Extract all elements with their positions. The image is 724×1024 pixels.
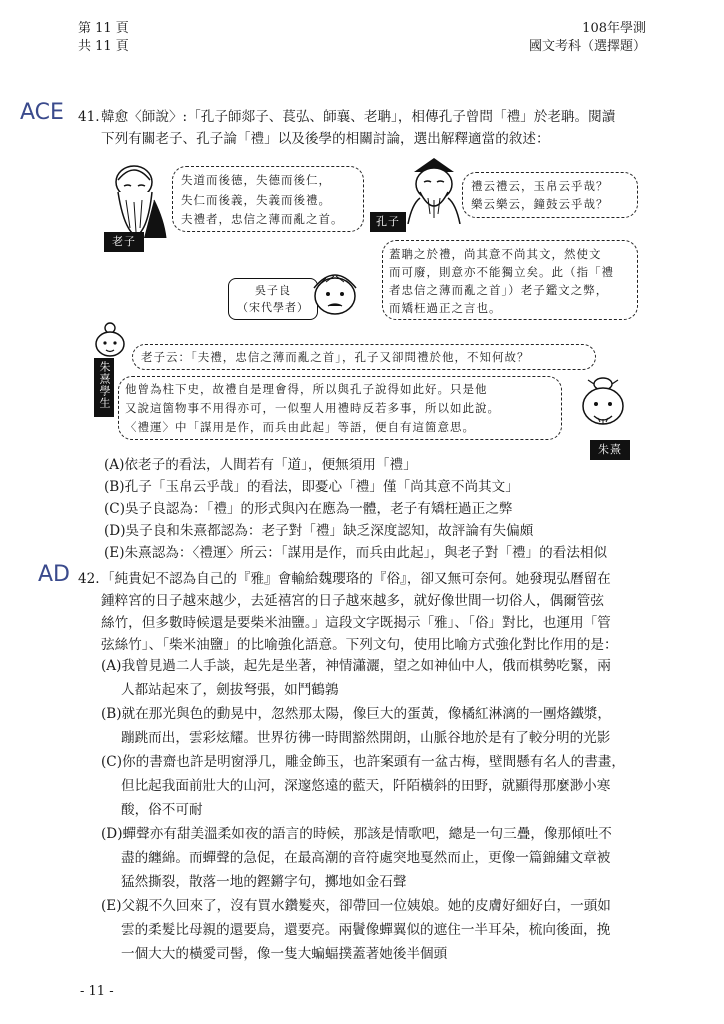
q42-option-c <box>101 750 661 822</box>
laozi-line-1: 失道而後德，失德而後仁， <box>181 173 331 187</box>
total-pages: 共 11 頁 <box>78 39 129 54</box>
wu-ziliang-speech-bubble <box>382 240 638 320</box>
q42-option-e <box>101 894 661 966</box>
q42-option-d <box>101 822 661 894</box>
q42-option-a-line-2: 人都站起來了，劍拔弩張，如鬥鶴鶉 <box>121 682 339 698</box>
wu-line-4: 而矯枉過正之言也。 <box>389 301 502 315</box>
q41-number: 41. <box>78 109 100 125</box>
student-line: 老子云：「夫禮，忠信之薄而亂之首」，孔子又卻問禮於他，不知何故？ <box>141 350 530 364</box>
zhuxi-line-2: 又說這箇物事不用得亦可，一似聖人用禮時反若多事，所以如此說。 <box>125 401 500 415</box>
q42-option-c-label: (C) <box>101 754 123 770</box>
q41-option-d: (D)吳子良和朱熹都認為：老子對「禮」缺乏深度認知，故評論有失偏頗 <box>104 523 534 539</box>
q41-option-b: (B)孔子「玉帛云乎哉」的看法，即憂心「禮」僅「尚其意不尚其文」 <box>104 479 519 495</box>
answer-mark-q42: AD <box>38 562 70 587</box>
q42-option-b-line-1: 就在那光與色的動晃中，忽然那太陽，像巨大的蛋黃，像橘紅淋漓的一團烙鐵漿， <box>121 706 611 722</box>
q42-stem-line-2: 鍾粹宮的日子越來越少，去延禧宮的日子越來越多，就好像世間一切俗人，偶爾管弦 <box>101 593 604 609</box>
zhuxi-student-name: 朱熹學生 <box>98 361 111 409</box>
q42-option-c-line-2: 但比起我面前壯大的山河，深邃悠遠的藍天，阡陌橫斜的田野，就顯得那麼渺小寒 <box>121 778 611 794</box>
q42-number: 42. <box>78 571 100 587</box>
wu-ziliang-note: （宋代學者） <box>237 301 309 314</box>
q42-option-a-line-1: 我曾見過二人手談，起先是坐著，神情瀟灑，望之如神仙中人，俄而棋勢吃緊，兩 <box>121 658 611 674</box>
wu-line-2: 而可廢，則意亦不能獨立矣。此（指「禮 <box>389 265 614 279</box>
q42-option-b-line-2: 蹦跳而出，雲彩炫耀。世界彷彿一時間豁然開朗，山脈谷地於是有了較分明的光影 <box>121 730 611 746</box>
q42-option-d-line-3: 猛然撕裂，散落一地的鏗鏘字句，擲地如金石聲 <box>121 874 407 890</box>
q42-stem-line-3: 絲竹，但多數時候還是要柴米油鹽。」這段文字既揭示「雅」、「俗」對比，也運用「管 <box>101 615 611 631</box>
q42-option-c-line-1: 你的書齋也許是明窗淨几，雕金飾玉，也許案頭有一盆古梅，壁間懸有名人的書畫， <box>122 754 625 770</box>
laozi-speech-bubble <box>172 166 364 232</box>
q41-stem-line1: 韓愈〈師說〉:「孔子師郯子、萇弘、師襄、老聃」，相傳孔子曾問「禮」於老聃。閱讀 <box>101 109 616 125</box>
footer-page-number: - 11 - <box>80 984 114 999</box>
kongzi-line-1: 禮云禮云，玉帛云乎哉？ <box>471 179 609 193</box>
wu-ziliang-portrait-icon <box>308 268 362 318</box>
q42-option-d-label: (D) <box>101 826 123 842</box>
kongzi-speech-bubble <box>462 172 638 218</box>
q42-option-e-line-2: 雲的柔髮比母親的還要烏，還要亮。兩鬢像蟬翼似的遮住一半耳朵，梳向後面，挽 <box>121 922 611 938</box>
zhuxi-student-speech-bubble <box>132 344 596 370</box>
q42-option-d-line-1: 蟬聲亦有甜美溫柔如夜的語言的時候，那該是情歌吧，總是一句三疊，像那傾吐不 <box>122 826 612 842</box>
zhuxi-line-1: 他曾為柱下史，故禮自是理會得，所以與孔子說得如此好。只是他 <box>125 382 488 396</box>
zhuxi-student-label <box>94 358 114 417</box>
kongzi-portrait-icon <box>404 154 464 224</box>
exam-title: 108年學測 <box>582 21 646 36</box>
zhuxi-portrait-icon <box>576 376 630 432</box>
zhuxi-line-3: 〈禮運〉中「謀用是作，而兵由此起」等語，便自有這箇意思。 <box>125 420 475 434</box>
wu-line-3: 者忠信之薄而亂之首」）老子鑑文之弊， <box>389 283 609 297</box>
page-number: 第 11 頁 <box>78 21 129 36</box>
q42-stem-line-4: 弦絲竹」、「柴米油鹽」的比喻強化語意。下列文句，使用比喻方式強化對比作用的是： <box>101 637 618 653</box>
q42-stem-line-1: 「純貴妃不認為自己的『雅』會輸給魏瓔珞的『俗』，卻又無可奈何。她發現弘曆留在 <box>101 571 611 587</box>
q41-option-c: (C)吳子良認為：「禮」的形式與內在應為一體，老子有矯枉過正之弊 <box>104 501 513 517</box>
kongzi-line-2: 樂云樂云，鐘鼓云乎哉？ <box>471 197 609 211</box>
q41-option-e: (E)朱熹認為：〈禮運〉所云：「謀用是作，而兵由此起」，與老子對「禮」的看法相似 <box>104 545 608 561</box>
subject-title: 國文考科（選擇題） <box>528 39 646 54</box>
wu-ziliang-name: 吳子良 <box>255 284 291 297</box>
laozi-line-3: 夫禮者，忠信之薄而亂之首。 <box>181 212 344 226</box>
answer-mark-q41: ACE <box>20 100 64 125</box>
q42-stem <box>101 568 661 656</box>
q42-option-c-line-3: 酸，俗不可耐 <box>121 802 203 818</box>
laozi-portrait-icon <box>104 160 170 238</box>
q41-option-a: (A)依老子的看法，人間若有「道」，便無須用「禮」 <box>104 457 417 473</box>
q42-option-b-label: (B) <box>101 706 122 722</box>
q42-option-b <box>101 702 661 750</box>
zhuxi-label: 朱熹 <box>590 440 630 460</box>
wu-line-1: 蓋聃之於禮，尚其意不尚其文，然使文 <box>389 247 602 261</box>
q42-option-a-label: (A) <box>101 658 122 674</box>
q42-option-e-label: (E) <box>101 898 122 914</box>
zhuxi-speech-bubble <box>118 376 562 440</box>
laozi-label: 老子 <box>104 232 144 252</box>
q41-stem-line2: 下列有關老子、孔子論「禮」以及後學的相關討論，選出解釋適當的敘述： <box>101 131 550 147</box>
laozi-line-2: 失仁而後義，失義而後禮。 <box>181 192 331 207</box>
q42-option-a <box>101 654 661 702</box>
q42-option-d-line-2: 盡的纏綿。而蟬聲的急促，在最高潮的音符處突地戛然而止，更像一篇錦繡文章被 <box>121 850 611 866</box>
wu-ziliang-label <box>228 278 318 320</box>
q42-option-e-line-1: 父親不久回來了，沒有買水鑽髮夾，卻帶回一位姨娘。她的皮膚好細好白，一頭如 <box>121 898 611 914</box>
kongzi-label: 孔子 <box>370 212 406 232</box>
q42-option-e-line-3: 一個大大的橫愛司髻，像一隻大蝙蝠撲蓋著她後半個頭 <box>121 946 448 962</box>
zhuxi-student-portrait-icon <box>90 322 130 358</box>
